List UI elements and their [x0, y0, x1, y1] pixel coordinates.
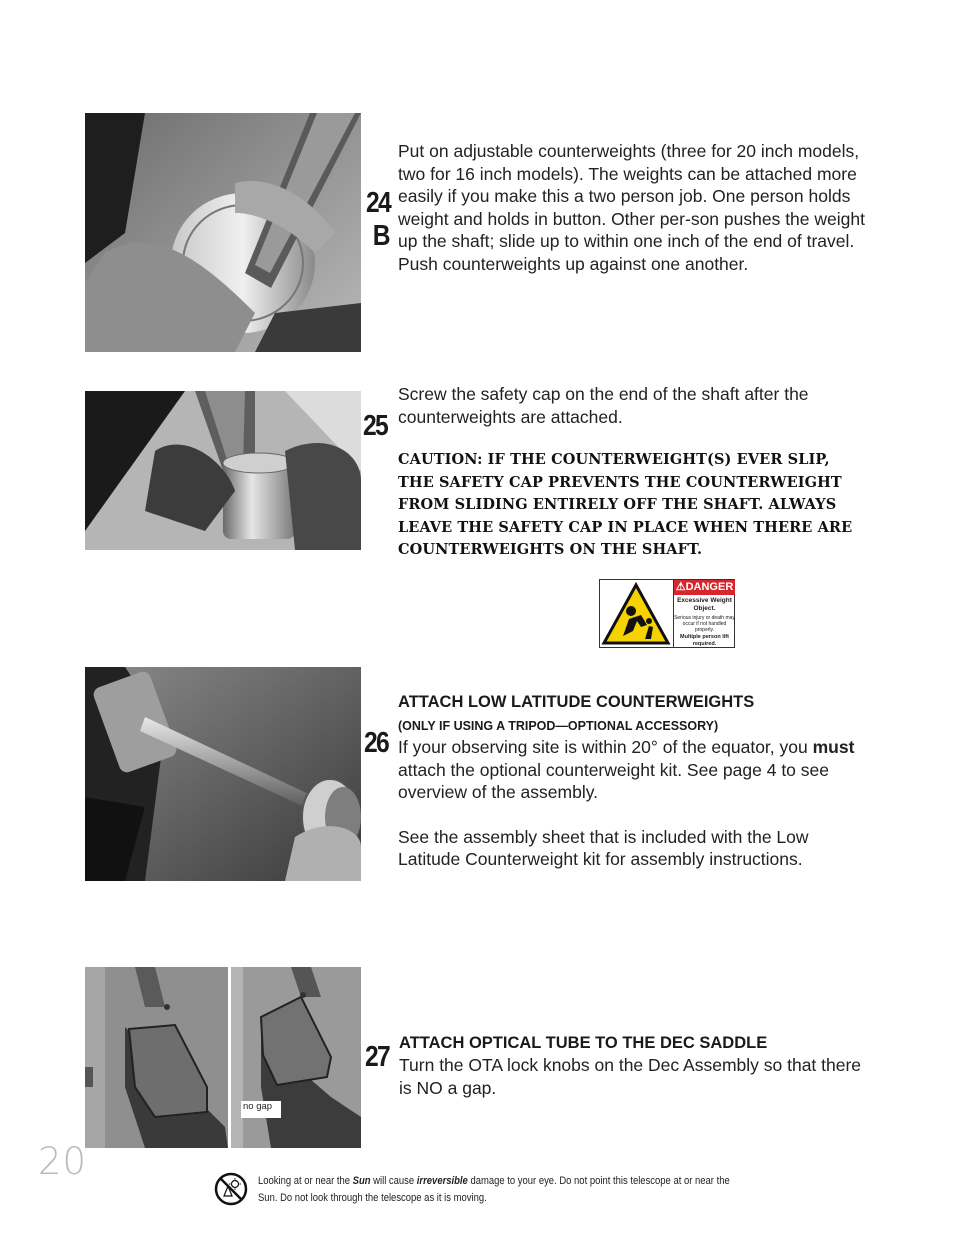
footer-part3: damage to your eye. Do not point this telescope at or near the Sun. Do not look through the telescope as it is moving. [258, 1175, 730, 1204]
step-24b-number [366, 187, 390, 253]
step-25-caution: CAUTION: IF THE COUNTERWEIGHT(S) EVER SLIP, THE SAFETY CAP PREVENTS THE COUNTERWEIGHT FROM SLIDING ENTIRELY OFF THE SHAFT. ALWAYS LEAVE THE SAFETY CAP IN PLACE WHEN THERE ARE COUNTERWEIGHTS ON THE SHAFT. [398, 451, 853, 558]
no-sun-icon [214, 1172, 248, 1206]
step-26-subheading: (ONLY IF USING A TRIPOD—OPTIONAL ACCESSORY) [398, 719, 719, 733]
no-gap-label: no gap [241, 1101, 281, 1118]
step-27-number: 27 [365, 1041, 390, 1073]
danger-header [674, 580, 735, 595]
danger-line1: Excessive Weight Object. [677, 597, 732, 612]
step-25-photo [85, 391, 361, 550]
step-26-content [398, 691, 868, 871]
step-24b-text: Put on adjustable counterweights (three for 20 inch models, two for 16 inch models). The weights can be attached more easily if you make this a two person job. One person holds weight and holds in button. Other per-son pushes the weight up the shaft; slide up to within one inch of the end of travel. Push counterweights up against one another. [398, 141, 865, 274]
footer-irreversible: irreversible [416, 1175, 468, 1187]
step-26-text2: See the assembly sheet that is included with the Low Latitude Counterweight kit for assembly instructions. [398, 826, 809, 869]
step-27-photo-right [231, 967, 361, 1148]
warning-triangle-icon [601, 581, 671, 646]
page-number: 20 [38, 1140, 88, 1183]
step-27-heading: ATTACH OPTICAL TUBE TO THE DEC SADDLE [399, 1034, 768, 1052]
step-27-text: Turn the OTA lock knobs on the Dec Assembly so that there is NO a gap. [399, 1055, 862, 1098]
danger-line2: Serious injury or death may occur if not handled properly. [674, 615, 735, 633]
danger-header-text: DANGER [685, 581, 734, 593]
step-26-number: 26 [364, 727, 389, 759]
danger-line3: Multiple person lift required. [680, 634, 729, 647]
footer-part1: Looking at or near the [258, 1175, 353, 1187]
step-26-heading: ATTACH LOW LATITUDE COUNTERWEIGHTS [398, 693, 755, 711]
step-27-content [399, 1032, 869, 1099]
step-24b-number-line2: B [372, 220, 389, 252]
footer-sun: Sun [352, 1175, 371, 1187]
footer-warning [258, 1173, 740, 1207]
step-24b-number-line1: 24 [366, 187, 391, 219]
step-26-text-part2: attach the optional counterweight kit. See page 4 to see overview of the assembly. [398, 759, 829, 802]
danger-triangle-icon: ⚠ [675, 581, 686, 593]
step-25-number: 25 [363, 410, 388, 442]
step-26-text-part1: If your observing site is within 20° of the equator, you [398, 737, 813, 757]
step-26-text-bold: must [812, 737, 855, 757]
step-27-photo-left [85, 967, 228, 1148]
step-25-text: Screw the safety cap on the end of the shaft after the counterweights are attached. [398, 384, 809, 427]
step-24b-photo [85, 113, 361, 352]
danger-label [599, 579, 735, 648]
step-26-text [398, 736, 868, 804]
step-26-photo [85, 667, 361, 881]
footer-part2: will cause [370, 1175, 417, 1187]
